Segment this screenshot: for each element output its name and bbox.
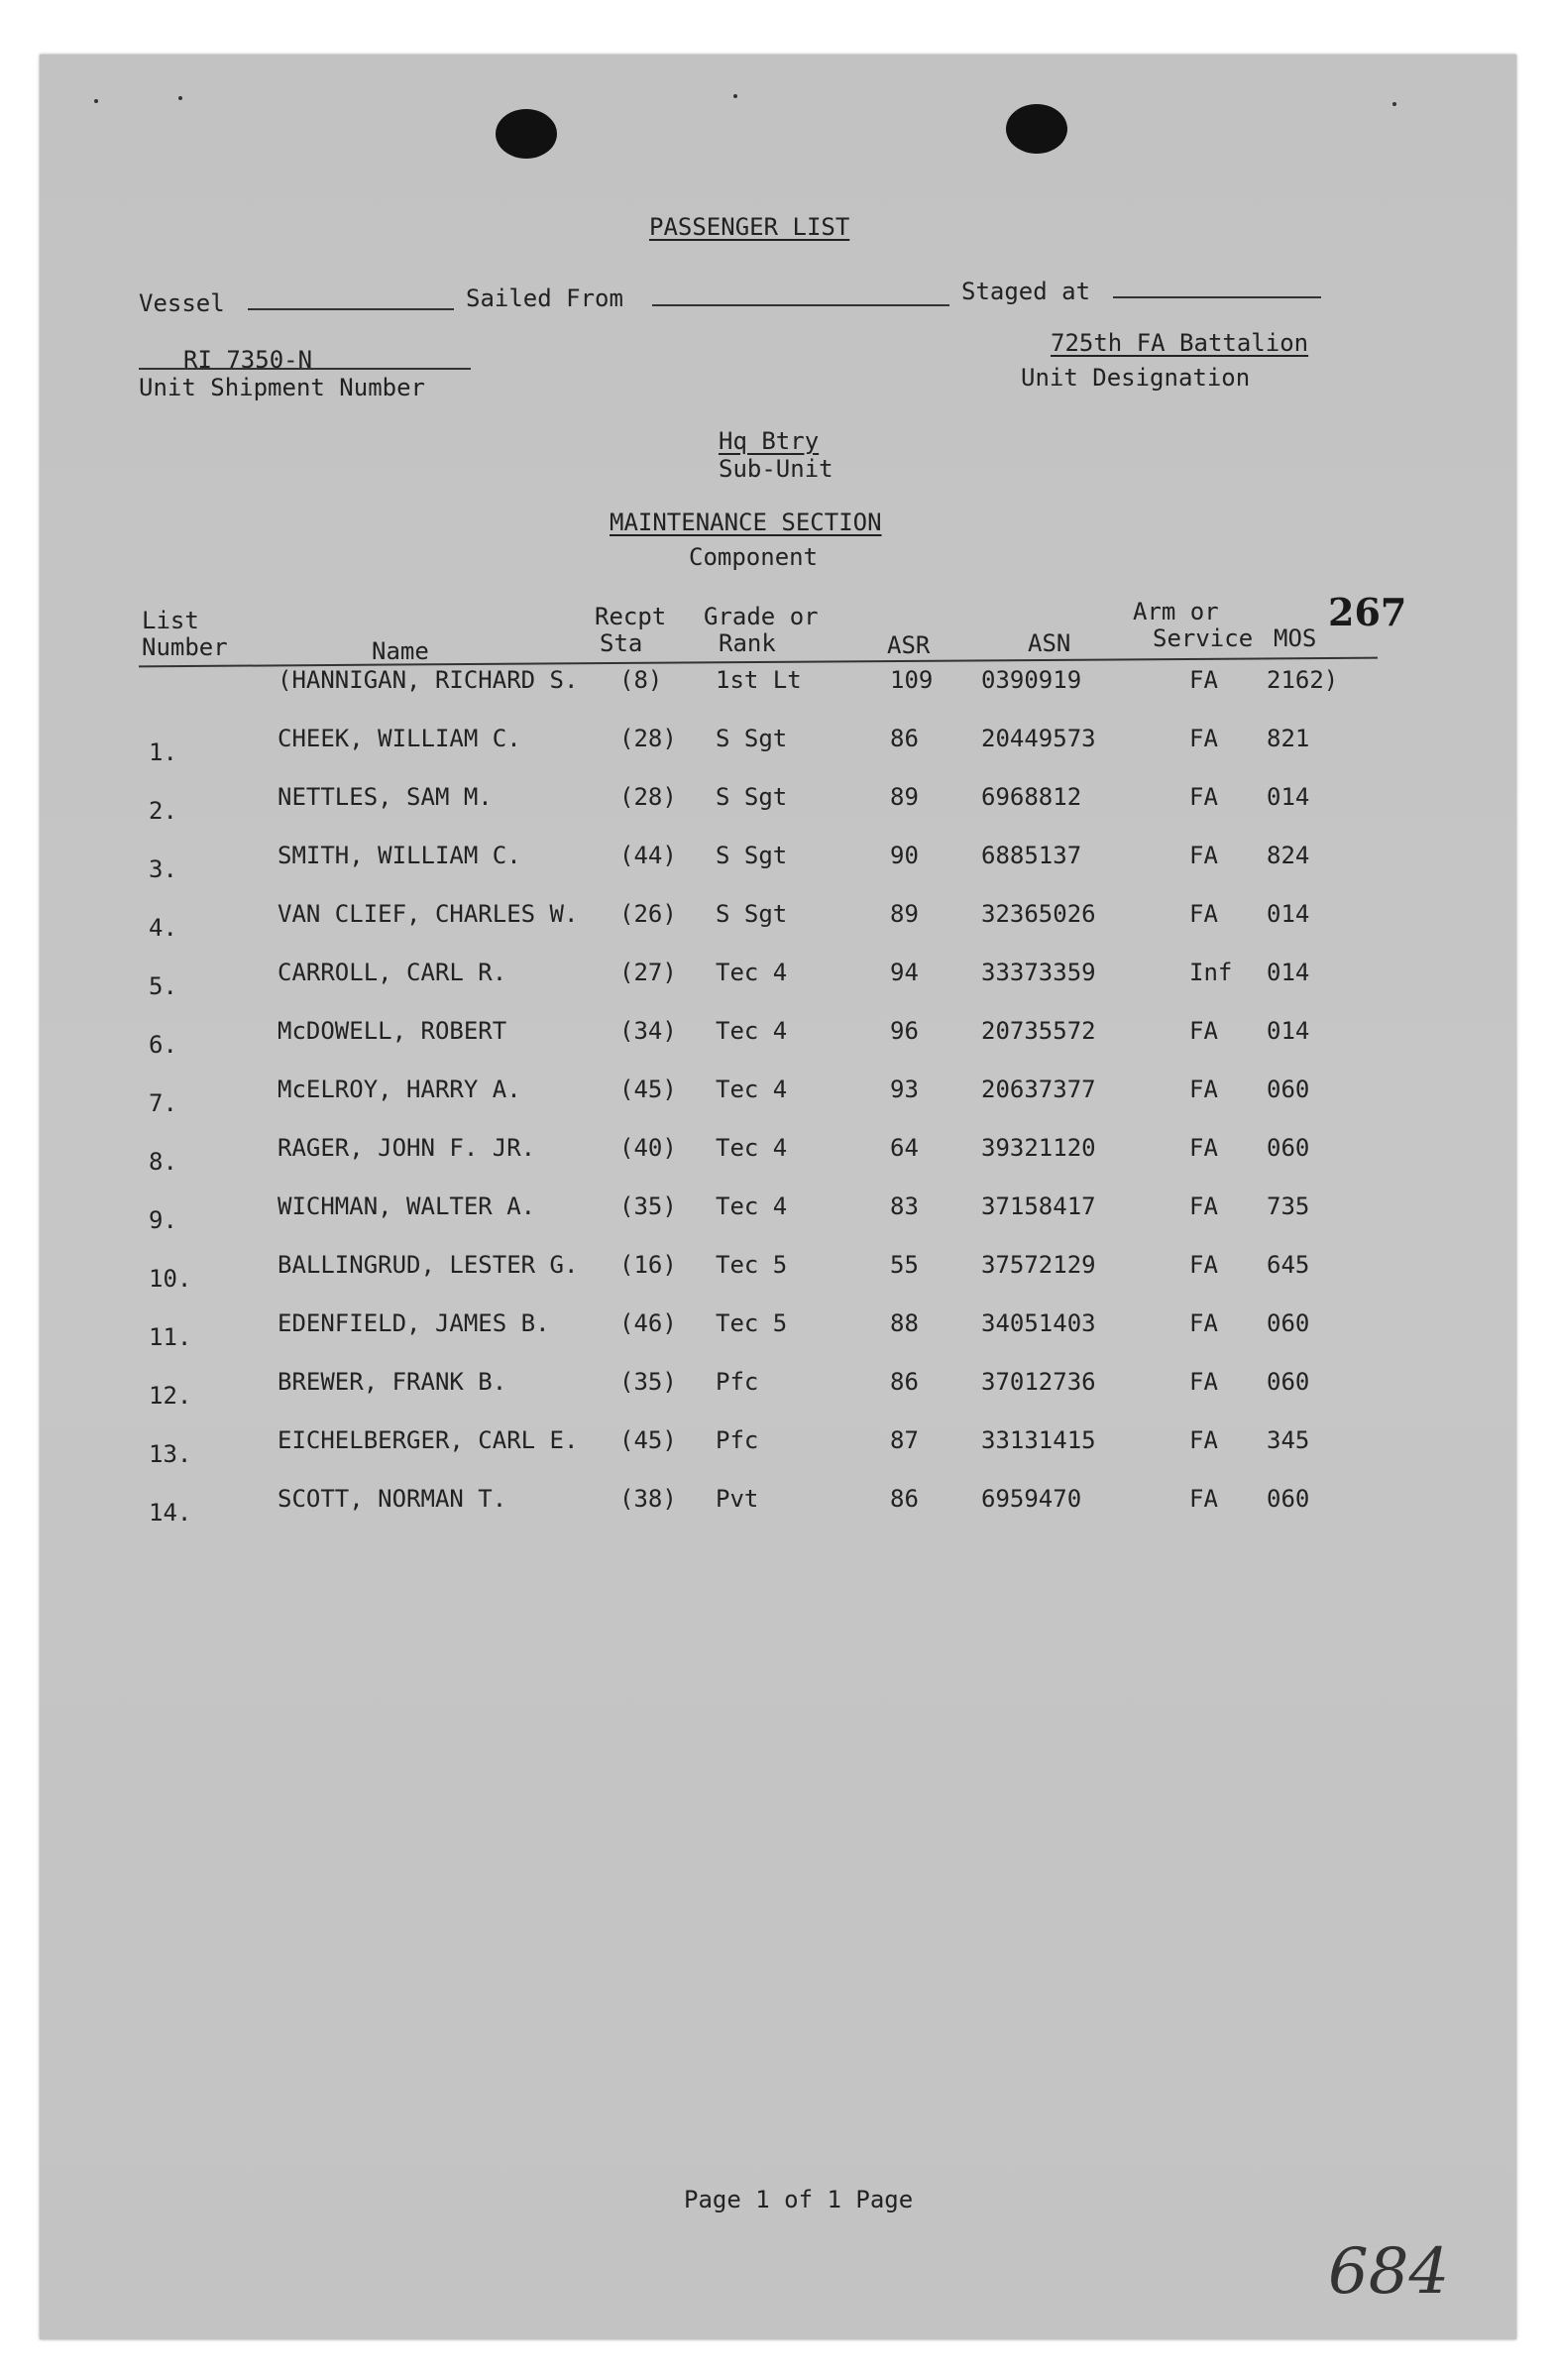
row-list-number: 13. bbox=[149, 1440, 192, 1468]
table-row bbox=[40, 666, 1516, 706]
row-recpt-sta: (8) bbox=[619, 666, 663, 694]
row-recpt-sta: (16) bbox=[619, 1251, 677, 1279]
speck bbox=[94, 99, 98, 103]
row-mos: 060 bbox=[1267, 1309, 1310, 1337]
row-asr: 89 bbox=[890, 900, 919, 928]
col-asn: ASN bbox=[1028, 629, 1071, 657]
row-asr: 88 bbox=[890, 1309, 919, 1337]
table-row bbox=[40, 959, 1516, 998]
row-name: WICHMAN, WALTER A. bbox=[278, 1192, 536, 1220]
row-arm: FA bbox=[1189, 1251, 1218, 1279]
row-asr: 86 bbox=[890, 725, 919, 752]
row-mos: 014 bbox=[1267, 900, 1310, 928]
row-asn: 33131415 bbox=[981, 1426, 1096, 1454]
row-name: McDOWELL, ROBERT bbox=[278, 1017, 507, 1045]
row-recpt-sta: (45) bbox=[619, 1426, 677, 1454]
staged-at-blank bbox=[1113, 296, 1321, 298]
row-recpt-sta: (45) bbox=[619, 1076, 677, 1103]
row-rank: Pfc bbox=[716, 1368, 759, 1396]
table-row bbox=[40, 1426, 1516, 1466]
row-rank: S Sgt bbox=[716, 900, 788, 928]
row-arm: FA bbox=[1189, 1134, 1218, 1162]
row-name: EICHELBERGER, CARL E. bbox=[278, 1426, 579, 1454]
col-grade-2: Rank bbox=[719, 629, 776, 657]
row-asn: 0390919 bbox=[981, 666, 1082, 694]
row-name: BREWER, FRANK B. bbox=[278, 1368, 507, 1396]
row-list-number: 14. bbox=[149, 1499, 192, 1527]
row-mos: 2162) bbox=[1267, 666, 1339, 694]
row-asr: 89 bbox=[890, 783, 919, 811]
row-recpt-sta: (34) bbox=[619, 1017, 677, 1045]
punch-hole-right bbox=[1006, 104, 1067, 154]
row-mos: 014 bbox=[1267, 1017, 1310, 1045]
row-arm: FA bbox=[1189, 1192, 1218, 1220]
row-arm: FA bbox=[1189, 842, 1218, 869]
row-arm: FA bbox=[1189, 1017, 1218, 1045]
row-name: BALLINGRUD, LESTER G. bbox=[278, 1251, 579, 1279]
row-rank: Tec 5 bbox=[716, 1251, 788, 1279]
unit-designation-value: 725th FA Battalion bbox=[1051, 329, 1309, 357]
unit-designation-label: Unit Designation bbox=[1021, 364, 1251, 392]
row-list-number: 11. bbox=[149, 1323, 192, 1351]
row-arm: Inf bbox=[1189, 959, 1233, 986]
row-asr: 109 bbox=[890, 666, 934, 694]
row-name: VAN CLIEF, CHARLES W. bbox=[278, 900, 579, 928]
vessel-label: Vessel bbox=[139, 289, 225, 317]
row-recpt-sta: (28) bbox=[619, 783, 677, 811]
punch-hole-left bbox=[496, 109, 557, 159]
row-rank: S Sgt bbox=[716, 725, 788, 752]
row-asr: 93 bbox=[890, 1076, 919, 1103]
row-name: NETTLES, SAM M. bbox=[278, 783, 493, 811]
row-asn: 6968812 bbox=[981, 783, 1082, 811]
col-grade-1: Grade or bbox=[704, 603, 819, 630]
row-mos: 060 bbox=[1267, 1368, 1310, 1396]
row-list-number: 8. bbox=[149, 1148, 177, 1176]
col-list-number-1: List bbox=[142, 607, 199, 634]
table-row bbox=[40, 1251, 1516, 1291]
row-asr: 90 bbox=[890, 842, 919, 869]
table-row bbox=[40, 842, 1516, 881]
row-mos: 735 bbox=[1267, 1192, 1310, 1220]
speck bbox=[1392, 102, 1396, 106]
row-list-number: 2. bbox=[149, 797, 177, 825]
row-recpt-sta: (35) bbox=[619, 1368, 677, 1396]
col-recpt-2: Sta bbox=[600, 629, 643, 657]
row-arm: FA bbox=[1189, 1368, 1218, 1396]
row-asn: 32365026 bbox=[981, 900, 1096, 928]
row-name: (HANNIGAN, RICHARD S. bbox=[278, 666, 579, 694]
row-asn: 6885137 bbox=[981, 842, 1082, 869]
row-asn: 37572129 bbox=[981, 1251, 1096, 1279]
col-list-number-2: Number bbox=[142, 633, 228, 661]
row-rank: Tec 4 bbox=[716, 1192, 788, 1220]
staged-at-label: Staged at bbox=[961, 278, 1091, 305]
table-row bbox=[40, 783, 1516, 823]
row-rank: Tec 5 bbox=[716, 1309, 788, 1337]
row-arm: FA bbox=[1189, 666, 1218, 694]
row-rank: Tec 4 bbox=[716, 959, 788, 986]
sailed-from-label: Sailed From bbox=[466, 284, 623, 312]
row-rank: Pfc bbox=[716, 1426, 759, 1454]
table-row bbox=[40, 725, 1516, 764]
row-mos: 060 bbox=[1267, 1485, 1310, 1513]
row-mos: 345 bbox=[1267, 1426, 1310, 1454]
page-title: PASSENGER LIST bbox=[649, 213, 850, 241]
row-asn: 39321120 bbox=[981, 1134, 1096, 1162]
shipment-label: Unit Shipment Number bbox=[139, 374, 425, 401]
row-arm: FA bbox=[1189, 1485, 1218, 1513]
table-row bbox=[40, 1485, 1516, 1525]
row-asn: 20637377 bbox=[981, 1076, 1096, 1103]
col-arm-2: Service bbox=[1153, 624, 1254, 652]
row-mos: 060 bbox=[1267, 1076, 1310, 1103]
table-row bbox=[40, 1017, 1516, 1057]
table-row bbox=[40, 1192, 1516, 1232]
col-name: Name bbox=[372, 637, 429, 665]
row-asr: 86 bbox=[890, 1368, 919, 1396]
vessel-blank bbox=[248, 308, 454, 310]
row-asr: 55 bbox=[890, 1251, 919, 1279]
row-list-number: 4. bbox=[149, 914, 177, 942]
row-rank: Pvt bbox=[716, 1485, 759, 1513]
row-name: EDENFIELD, JAMES B. bbox=[278, 1309, 550, 1337]
row-asn: 6959470 bbox=[981, 1485, 1082, 1513]
col-asr: ASR bbox=[887, 631, 931, 659]
row-mos: 821 bbox=[1267, 725, 1310, 752]
row-list-number: 5. bbox=[149, 972, 177, 1000]
document-sheet bbox=[40, 55, 1516, 2339]
row-list-number: 10. bbox=[149, 1265, 192, 1293]
row-rank: Tec 4 bbox=[716, 1134, 788, 1162]
sub-unit-value: Hq Btry bbox=[719, 427, 820, 455]
stamp-number: 267 bbox=[1328, 590, 1407, 634]
row-list-number: 3. bbox=[149, 855, 177, 883]
row-list-number: 7. bbox=[149, 1089, 177, 1117]
row-mos: 824 bbox=[1267, 842, 1310, 869]
row-asr: 86 bbox=[890, 1485, 919, 1513]
row-asn: 20449573 bbox=[981, 725, 1096, 752]
row-mos: 014 bbox=[1267, 783, 1310, 811]
component-label: Component bbox=[689, 543, 819, 571]
row-list-number: 1. bbox=[149, 738, 177, 766]
sub-unit-label: Sub-Unit bbox=[719, 455, 834, 483]
row-list-number: 9. bbox=[149, 1206, 177, 1234]
row-recpt-sta: (40) bbox=[619, 1134, 677, 1162]
row-list-number: 12. bbox=[149, 1382, 192, 1410]
row-recpt-sta: (38) bbox=[619, 1485, 677, 1513]
row-arm: FA bbox=[1189, 1076, 1218, 1103]
row-asr: 96 bbox=[890, 1017, 919, 1045]
row-mos: 060 bbox=[1267, 1134, 1310, 1162]
handwritten-number: 684 bbox=[1328, 2235, 1450, 2309]
row-mos: 645 bbox=[1267, 1251, 1310, 1279]
row-rank: 1st Lt bbox=[716, 666, 802, 694]
row-rank: Tec 4 bbox=[716, 1017, 788, 1045]
shipment-number-line bbox=[139, 368, 471, 370]
table-row bbox=[40, 1368, 1516, 1408]
row-asr: 87 bbox=[890, 1426, 919, 1454]
row-name: SMITH, WILLIAM C. bbox=[278, 842, 521, 869]
row-asn: 33373359 bbox=[981, 959, 1096, 986]
row-list-number: 6. bbox=[149, 1031, 177, 1059]
row-arm: FA bbox=[1189, 725, 1218, 752]
row-mos: 014 bbox=[1267, 959, 1310, 986]
component-value: MAINTENANCE SECTION bbox=[610, 509, 882, 536]
row-asn: 20735572 bbox=[981, 1017, 1096, 1045]
row-arm: FA bbox=[1189, 783, 1218, 811]
row-name: CARROLL, CARL R. bbox=[278, 959, 507, 986]
row-arm: FA bbox=[1189, 1426, 1218, 1454]
row-asn: 37158417 bbox=[981, 1192, 1096, 1220]
row-asr: 64 bbox=[890, 1134, 919, 1162]
row-asr: 94 bbox=[890, 959, 919, 986]
row-arm: FA bbox=[1189, 900, 1218, 928]
row-name: CHEEK, WILLIAM C. bbox=[278, 725, 521, 752]
row-asr: 83 bbox=[890, 1192, 919, 1220]
row-rank: S Sgt bbox=[716, 783, 788, 811]
row-rank: S Sgt bbox=[716, 842, 788, 869]
row-rank: Tec 4 bbox=[716, 1076, 788, 1103]
col-arm-1: Arm or bbox=[1133, 598, 1219, 625]
table-row bbox=[40, 1309, 1516, 1349]
row-recpt-sta: (35) bbox=[619, 1192, 677, 1220]
sailed-from-blank bbox=[652, 304, 949, 306]
col-recpt-1: Recpt bbox=[595, 603, 667, 630]
row-name: RAGER, JOHN F. JR. bbox=[278, 1134, 536, 1162]
row-asn: 34051403 bbox=[981, 1309, 1096, 1337]
speck bbox=[178, 96, 182, 100]
shipment-number: RI 7350-N bbox=[183, 346, 313, 374]
speck bbox=[733, 94, 737, 98]
row-name: McELROY, HARRY A. bbox=[278, 1076, 521, 1103]
row-recpt-sta: (44) bbox=[619, 842, 677, 869]
table-row bbox=[40, 900, 1516, 940]
table-row bbox=[40, 1076, 1516, 1115]
row-arm: FA bbox=[1189, 1309, 1218, 1337]
row-recpt-sta: (27) bbox=[619, 959, 677, 986]
table-row bbox=[40, 1134, 1516, 1174]
row-recpt-sta: (46) bbox=[619, 1309, 677, 1337]
row-name: SCOTT, NORMAN T. bbox=[278, 1485, 507, 1513]
row-recpt-sta: (28) bbox=[619, 725, 677, 752]
row-asn: 37012736 bbox=[981, 1368, 1096, 1396]
page-number: Page 1 of 1 Page bbox=[684, 2186, 914, 2213]
row-recpt-sta: (26) bbox=[619, 900, 677, 928]
col-mos: MOS bbox=[1274, 624, 1317, 652]
